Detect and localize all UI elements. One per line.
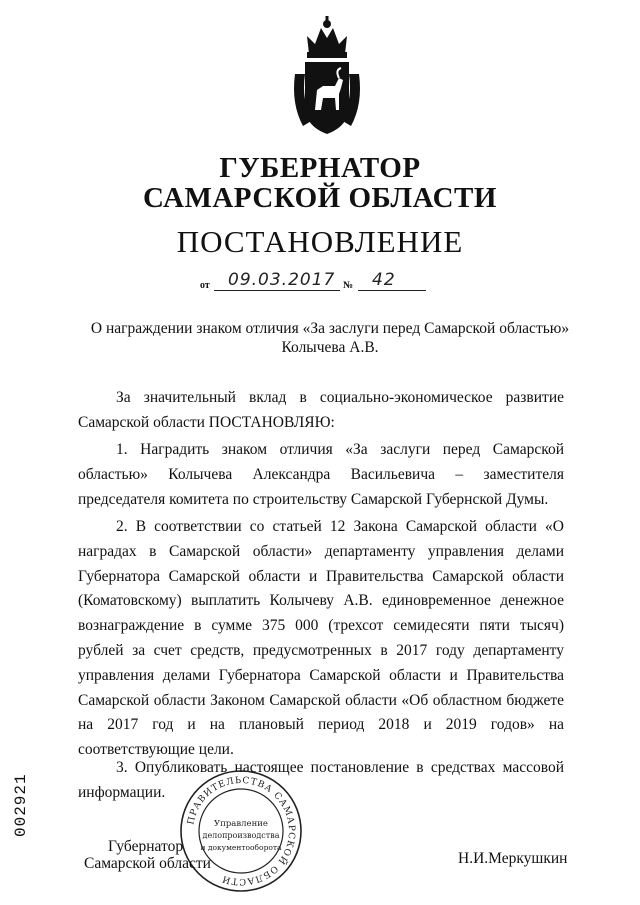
document-serial-text: 002921 <box>12 773 30 837</box>
item2-paragraph <box>78 515 564 763</box>
issuer-title-line2: САМАРСКОЙ ОБЛАСТИ <box>143 182 497 214</box>
subject-line1: О награждении знаком отличия «За заслуги перед Самарской областью» <box>90 320 570 337</box>
date-number-line <box>200 270 460 296</box>
item2-text: 2. В соответствии со статьей 12 Закона Самарской области «О наградах в Самарской области» департаменту управления делами Губернатора Самарской области и Правительства Самарской области (Коматовскому) выплатить Колычеву А.В. единовременное денежное вознаграждение в сумме 375 000 (трехсот семидесяти пяти тысяч) рублей за счет средств, предусмотренных в 2017 году департаменту управления делами Губернатора Самарской области и Правительства Самарской области Законом Самарской области «Об областном бюджете на 2017 год и на плановый период 2018 и 2019 годов» на соответствующие цели. <box>78 518 564 759</box>
item3-paragraph <box>78 756 564 806</box>
number-underline <box>358 290 426 291</box>
signatory-position-line2: Самарской области <box>84 855 211 872</box>
handwritten-date: 09.03.2017 <box>228 270 336 290</box>
signatory-name: Н.И.Меркушкин <box>458 850 568 867</box>
handwritten-number: 42 <box>372 270 396 290</box>
item1-text: 1. Наградить знаком отличия «За заслуги перед Самарской областью» Колычева Александра Васильевича – заместителя председателя комитета по строительству Самарской Губернской Думы. <box>78 441 564 508</box>
intro-text: За значительный вклад в социально-экономическое развитие Самарской области ПОСТАНОВЛЯЮ: <box>78 389 564 431</box>
number-label: № <box>343 280 354 291</box>
stamp-line1: Управление <box>214 819 268 829</box>
stamp-line2: делопроизводства <box>202 831 280 840</box>
official-stamp <box>178 768 304 894</box>
coat-of-arms-emblem <box>289 14 365 140</box>
date-underline <box>214 290 340 291</box>
issuer-title-line1: ГУБЕРНАТОР <box>219 152 421 184</box>
item1-paragraph <box>78 438 564 512</box>
stamp-ring-text: ПРАВИТЕЛЬСТВА САМАРСКОЙ ОБЛАСТИ <box>186 775 297 887</box>
stamp-line3: и документооборота <box>200 843 282 852</box>
item3-text: 3. Опубликовать настоящее постановление в средствах массовой информации. <box>78 759 564 801</box>
document-type-title: ПОСТАНОВЛЕНИЕ <box>176 224 464 259</box>
document-serial-number <box>6 775 46 835</box>
date-from-label: от <box>200 280 210 291</box>
subject-line2: Колычева А.В. <box>281 339 379 356</box>
signatory-position-line1: Губернатор <box>108 838 184 855</box>
intro-paragraph <box>78 386 564 436</box>
